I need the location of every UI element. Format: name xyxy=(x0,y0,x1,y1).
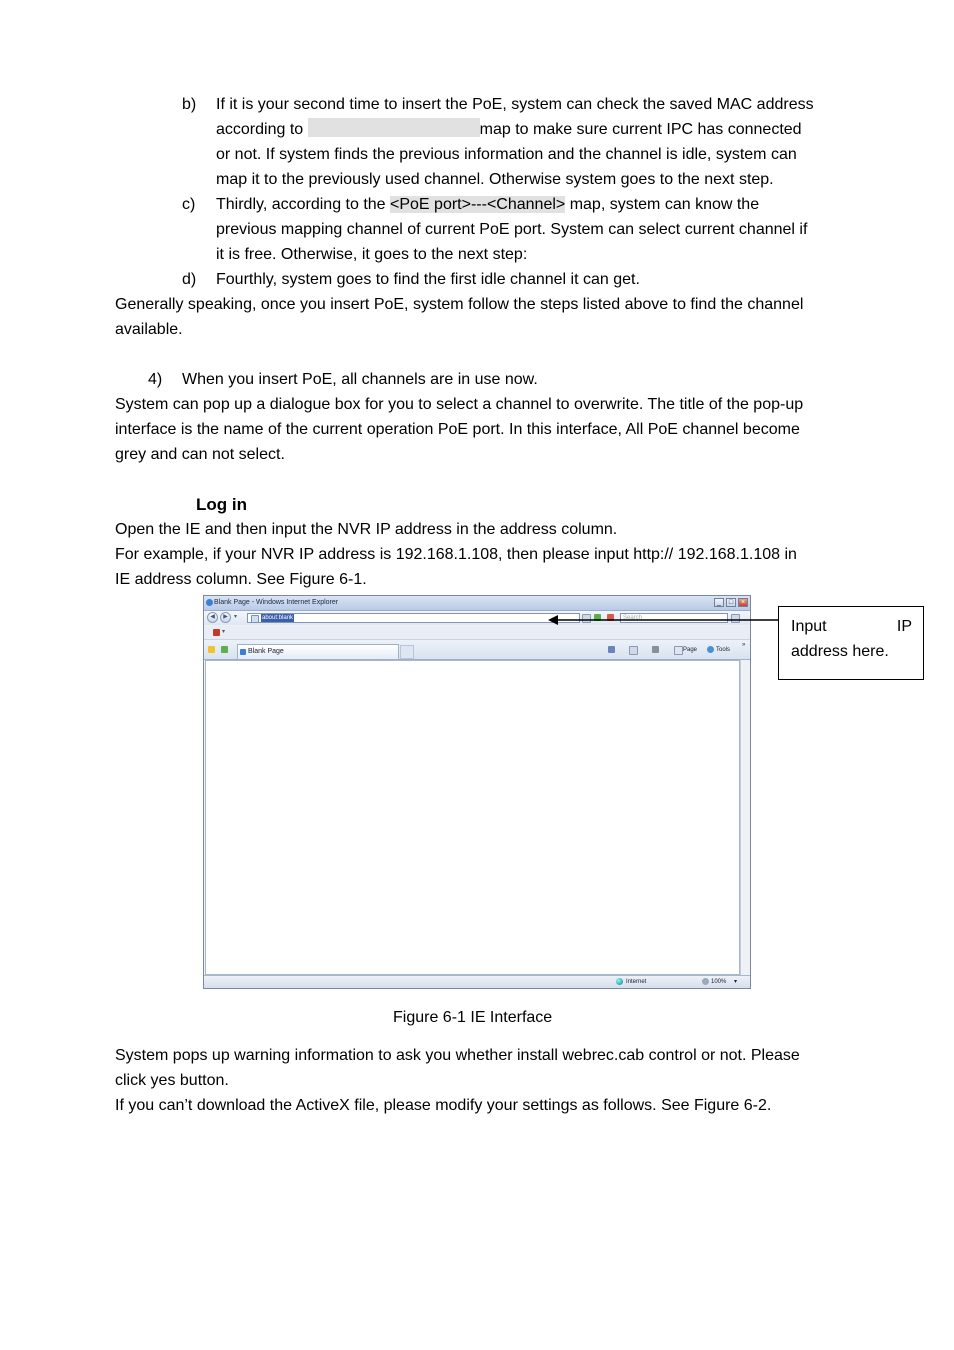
poe-channel-highlight: <PoE port>---<Channel> xyxy=(390,196,566,213)
ie-logo-icon xyxy=(206,599,213,606)
redacted-blank xyxy=(308,118,480,137)
callout-box xyxy=(778,606,924,680)
callout-arrow xyxy=(548,612,779,628)
figure-caption: Figure 6-1 IE Interface xyxy=(393,1009,553,1026)
zoom-icon[interactable] xyxy=(702,978,709,985)
ie-tab-row xyxy=(204,640,750,660)
vertical-scrollbar[interactable] xyxy=(740,660,749,975)
tab-page-icon xyxy=(240,649,246,655)
warning-para-line-1: System pops up warning information to ask you whether install webrec.cab control or not. Please xyxy=(115,1047,800,1064)
close-icon[interactable]: × xyxy=(738,598,748,607)
ie-links-row xyxy=(204,626,750,640)
ie-title-bar xyxy=(204,596,750,611)
history-dropdown-icon[interactable]: ▾ xyxy=(234,614,238,620)
general-para-line-2: available. xyxy=(115,321,183,338)
dialogue-para-line-3: grey and can not select. xyxy=(115,446,285,463)
tab-label: Blank Page xyxy=(248,648,284,655)
dialogue-para-line-1: System can pop up a dialogue box for you to select a channel to overwrite. The title of the pop-up xyxy=(115,396,804,413)
warning-para-line-3: If you can’t download the ActiveX file, please modify your settings as follows. See Figure 6-2. xyxy=(115,1097,772,1114)
list-marker-d: d) xyxy=(182,271,197,288)
ie-content-area xyxy=(205,660,740,975)
back-icon[interactable]: ◀ xyxy=(207,612,218,623)
list-c-line-1-before: Thirdly, according to the xyxy=(216,196,386,213)
new-tab-button[interactable] xyxy=(400,645,414,659)
general-para-line-1: Generally speaking, once you insert PoE, system follow the steps listed above to find the channel xyxy=(115,296,804,313)
list-marker-c: c) xyxy=(182,196,196,213)
login-para-line-3: IE address column. See Figure 6-1. xyxy=(115,571,367,588)
addon-icon[interactable] xyxy=(213,629,220,636)
minimize-icon[interactable]: _ xyxy=(714,598,724,607)
callout-line-2: address here. xyxy=(791,643,889,660)
page-menu[interactable]: Page xyxy=(683,647,698,653)
list-b-line-2 xyxy=(216,117,802,142)
warning-para-line-2: click yes button. xyxy=(115,1072,229,1089)
print-icon[interactable] xyxy=(652,646,659,653)
home-icon[interactable] xyxy=(608,646,615,653)
list-b-line-2-before: according to xyxy=(216,121,304,138)
forward-icon[interactable]: ▶ xyxy=(220,612,231,623)
list-c-line-1-after: map, system can know the xyxy=(569,196,760,213)
list-marker-b: b) xyxy=(182,96,197,113)
list-c-line-2: previous mapping channel of current PoE port. System can select current channel if xyxy=(216,221,808,238)
page-menu-icon[interactable] xyxy=(674,646,683,655)
status-zone: Internet xyxy=(626,979,647,985)
internet-zone-icon xyxy=(616,978,623,985)
search-input[interactable]: Search xyxy=(620,613,728,623)
list-marker-4: 4) xyxy=(148,371,163,388)
tools-menu[interactable]: Tools xyxy=(716,647,731,653)
login-para-line-1: Open the IE and then input the NVR IP address in the address column. xyxy=(115,521,618,538)
list-b-line-4: map it to the previously used channel. Otherwise system goes to the next step. xyxy=(216,171,774,188)
tools-gear-icon[interactable] xyxy=(707,646,714,653)
maximize-icon[interactable]: □ xyxy=(726,598,736,607)
ie-screenshot xyxy=(203,595,751,989)
list-b-line-3: or not. If system finds the previous information and the channel is idle, system can xyxy=(216,146,797,163)
list-c-line-1 xyxy=(216,192,759,217)
page-icon xyxy=(251,615,259,623)
dialogue-para-line-2: interface is the name of the current operation PoE port. In this interface, All PoE channel become xyxy=(115,421,800,438)
addon-dropdown-icon[interactable]: ▾ xyxy=(222,629,226,635)
add-favorites-icon[interactable] xyxy=(221,646,228,653)
status-zoom[interactable]: 100% xyxy=(711,979,727,985)
list-b-line-1: If it is your second time to insert the PoE, system can check the saved MAC address xyxy=(216,96,814,113)
zoom-dropdown-icon[interactable]: ▾ xyxy=(734,979,738,985)
favorites-star-icon[interactable] xyxy=(208,646,215,653)
list-c-line-3: it is free. Otherwise, it goes to the next step: xyxy=(216,246,528,263)
tab-blank-page[interactable] xyxy=(237,644,399,659)
ie-status-bar xyxy=(204,975,750,988)
list-b-line-2-after: map to make sure current IPC has connected xyxy=(479,121,802,138)
callout-line-1: Input IP xyxy=(791,618,912,635)
list-d-line-1: Fourthly, system goes to find the first idle channel it can get. xyxy=(216,271,640,288)
ie-window-title: Blank Page - Windows Internet Explorer xyxy=(214,599,339,606)
feeds-icon[interactable] xyxy=(629,646,638,655)
section-heading: Log in xyxy=(196,495,247,514)
toolbar-overflow-icon[interactable]: » xyxy=(742,642,746,648)
address-input[interactable] xyxy=(247,613,580,623)
login-para-line-2: For example, if your NVR IP address is 192.168.1.108, then please input http:// 192.168.1.108 in xyxy=(115,546,797,563)
item-4-text: When you insert PoE, all channels are in use now. xyxy=(182,371,538,388)
address-value: about:blank xyxy=(262,615,294,621)
